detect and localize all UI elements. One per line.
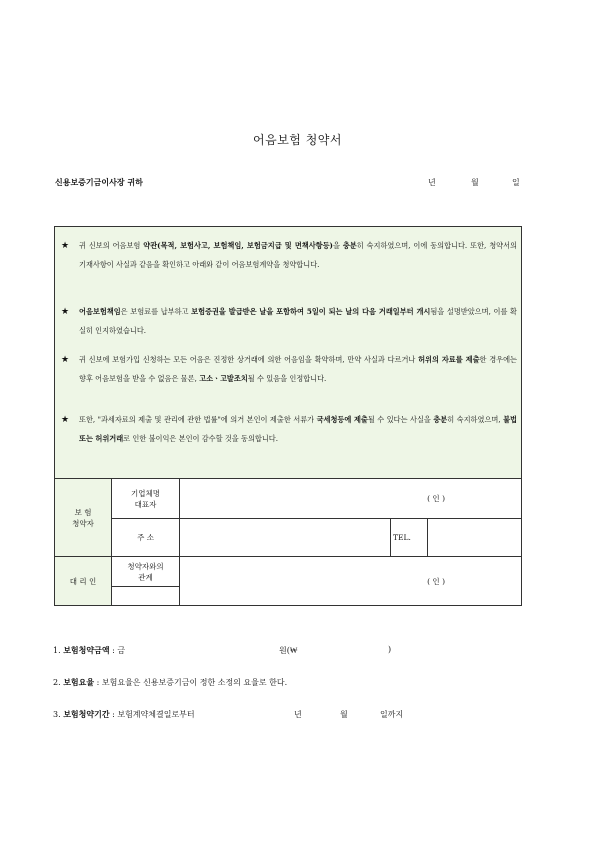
item-number: 1.: [53, 646, 61, 655]
date-year: 년: [428, 178, 436, 187]
star-icon: ★: [61, 415, 70, 425]
insured-applicant-label: 보 험 청약자: [55, 479, 111, 556]
notice-text: 귀 신보에 보험가입 신청하는 모든 어음은 진정한 상거래에 의한 어음임을 확약하며, 만약 사실과 다르거나 허위의 자료를 제출한 경우에는 향후 어음보험을 받을 수 없음은 물론, 고소ㆍ고발조치될 수 있음을 인정합니다.: [79, 355, 517, 383]
amount-close-paren: ): [388, 645, 392, 654]
star-icon: ★: [61, 355, 70, 365]
item-insurance-rate: [53, 677, 287, 688]
addressee: 신용보증기금이사장 귀하: [55, 177, 143, 187]
notice-paragraph-3: [61, 351, 517, 388]
star-icon: ★: [61, 307, 70, 317]
item-number: 2.: [53, 678, 61, 687]
item-number: 3.: [53, 710, 61, 719]
item-text: : 보험요율은 신용보증기금이 정한 소정의 요율로 한다.: [94, 678, 288, 687]
period-year: 년: [294, 710, 302, 719]
date-day: 일: [512, 178, 520, 187]
notice-paragraph-2: [61, 303, 517, 340]
company-rep-label: 기업체명 대표자: [111, 479, 179, 518]
item-text: : 금: [109, 646, 126, 655]
notice-paragraph-4: [61, 411, 517, 448]
applicant-table: [54, 479, 522, 606]
item-insurance-period: [53, 709, 195, 720]
agreement-notice-box: [54, 226, 522, 479]
page-title: 어음보험 청약서: [253, 133, 342, 147]
item-insurance-amount: [53, 645, 125, 656]
notice-text: 귀 신보의 어음보험 약관(목적, 보험사고, 보험책임, 보험금지급 및 면책사항등)을 충분히 숙지하였으며, 이에 동의합니다. 또한, 청약서의 기재사항이 사실과 같음을 확인하고 아래와 같이 어음보험계약을 청약합니다.: [79, 241, 517, 269]
seal-mark: ( 인 ): [427, 576, 445, 586]
notice-paragraph-1: [61, 237, 517, 274]
tel-label: TEL.: [390, 518, 427, 556]
seal-mark: ( 인 ): [427, 494, 445, 503]
item-text: : 보험계약체결일로부터: [109, 710, 195, 719]
period-until: 일까지: [380, 710, 404, 719]
amount-won-label: 원(₩: [279, 646, 298, 655]
notice-text: 어음보험책임은 보험료를 납부하고 보험증권을 발급받은 날을 포함하여 5일이 되는 날의 다음 거래일부터 개시됨을 설명받았으며, 이를 확실히 인지하였습니다.: [79, 307, 518, 335]
address-label: 주 소: [111, 518, 179, 556]
star-icon: ★: [61, 241, 70, 251]
item-label: 보험청약기간: [63, 709, 110, 719]
agent-field[interactable]: [179, 556, 521, 605]
item-label: 보험요율: [63, 677, 95, 687]
item-label: 보험청약금액: [63, 645, 110, 655]
relation-label: 청약자와의 관계: [111, 556, 179, 586]
period-month: 월: [340, 710, 348, 719]
agent-label: 대 리 인: [55, 556, 111, 605]
address-field[interactable]: [179, 518, 390, 556]
company-rep-field[interactable]: [179, 479, 521, 518]
notice-text: 또한, "과세자료의 제출 및 관리에 관한 법률"에 의거 본인이 제출한 서류가 국세청등에 제출될 수 있다는 사실을 충분히 숙지하였으며, 불법 또는 허위거래로 인한 불이익은 본인이 감수할 것을 동의합니다.: [79, 415, 517, 443]
date-month: 월: [471, 178, 479, 187]
tel-field[interactable]: [427, 518, 521, 556]
relation-field[interactable]: [111, 586, 179, 605]
